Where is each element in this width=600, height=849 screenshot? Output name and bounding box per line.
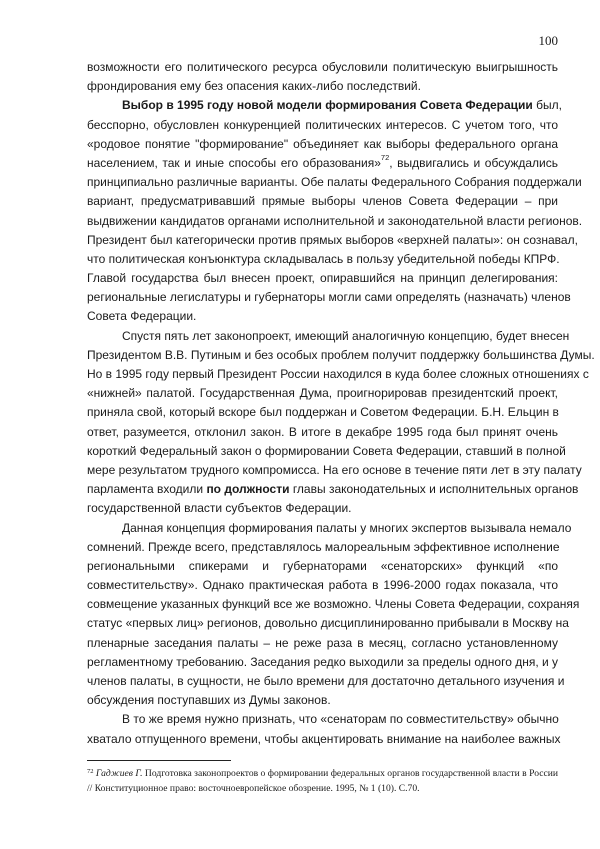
text-line: совместительству». Однако практическая работа в 1996-2000 годах показала, что [87,578,558,593]
footnote-ref: 72 [380,152,390,162]
text-line: возможности его политического ресурса обусловили политическую выигрышность [87,60,558,74]
text-line [87,154,558,173]
footnote-text: Подготовка законопроектов о формировании федеральных органов государственной власти в России // Конституционное право: восточноевропейское обозрение. 1995, № 1 (10). С.70. [87,768,559,794]
text-segment: парламента входили [87,482,207,497]
text-line: что политическая конъюнктура складывалась в пользу убедительной победы КПРФ. [87,251,560,266]
text-line: региональные легислатуры и губернаторы могли сами определять (назначать) членов [87,290,571,305]
text-line: Президент был категорически против прямых выборов «верхней палаты»: он сознавал, [87,232,578,247]
text-line: «родовое понятие "формирование" объединяет как выборы федерального органа [87,136,558,151]
paragraph [87,58,558,96]
paragraph [87,96,583,326]
paragraph [87,710,561,748]
text-line: обсуждения поступавших из Думы законов. [87,693,331,708]
bold-text: Выбор в 1995 году новой модели формирования Совета Федерации [122,98,533,113]
text-line: бесспорно, обусловлен конкуренцией политических интересов. С учетом того, что [87,117,558,132]
text-line: Данная концепция формирования палаты у многих экспертов вызывала немало [122,520,572,535]
text-line: членов палаты, в сущности, не было времени для достаточно детального изучения и [87,674,565,688]
text-line: Президентом В.В. Путиным и без особых проблем получит поддержку большинства Думы. [87,347,595,362]
text-line: мере результатом трудного компромисса. На его основе в течение пяти лет в эту палату [87,462,582,477]
text-line: совмещение указанных функций все же возможно. Члены Совета Федерации, сохраняя [87,597,580,612]
text-line: вариант, предусматривавший прямые выборы членов Совета Федерации – при [87,194,558,209]
text-line: выдвижении кандидатов органами исполнительной и законодательной власти регионов. [87,213,583,228]
text-line: регламентному требованию. Заседания редко выходили за пределы одного дня, и у [87,654,559,669]
text-line: фрондирования ему без опасения каких-либо последствий. [87,79,421,94]
text-line: Главой государства был внесен проект, опиравшийся на принцип делегирования: [87,271,558,286]
text-line: государственной власти субъектов Федерации. [87,501,352,516]
text-line: короткий Федеральный закон о формировании Совета Федерации, ставший в полной [87,443,566,458]
text-line: статус «первых лиц» регионов, довольно дисциплинированно прибывали в Москву на [87,616,569,631]
footnote-number: 72 [87,768,94,775]
document-body [87,58,595,749]
bold-text: по должности [206,482,290,497]
text-segment: населением, так и иные способы его образования» [87,155,381,170]
text-segment: главы законодательных и исполнительных органов [289,482,579,497]
text-line: хватало отпущенного времени, чтобы акцентировать внимание на наиболее важных [87,731,561,746]
footnote-separator [87,760,231,761]
footnote-author: Гаджиев Г. [95,768,143,779]
text-segment: , выдвигались и обсуждались [389,155,558,170]
paragraph [87,327,595,519]
text-line: Совета Федерации. [87,309,197,324]
text-line: принципиально различные варианты. Обе палаты Федерального Собрания поддержали [87,175,582,190]
text-line: «нижней» палатой. Государственная Дума, проигнорировав президентский проект, [87,386,558,401]
text-line: региональными спикерами и губернаторами «сенаторских» функций «по [87,558,558,573]
text-line: Спустя пять лет законопроект, имеющий аналогичную концепцию, будет внесен [122,328,570,343]
text-segment: был, [532,98,562,113]
text-line [87,96,562,115]
text-line: ответ, разумеется, отклонил закон. В итоге в декабре 1995 года был принят очень [87,424,558,439]
text-line [87,480,579,499]
text-line: Но в 1995 году первый Президент России находился в куда более сложных отношениях с [87,367,589,381]
text-line: пленарные заседания палаты – не реже раза в месяц, согласно установленному [87,635,558,650]
text-line: В то же время нужно признать, что «сенаторам по совместительству» обычно [122,712,559,727]
page-number: 100 [538,33,558,48]
text-line: сомнений. Прежде всего, представлялось малореальным эффективное исполнение [87,539,560,554]
footnote [87,767,558,796]
text-line: приняла свой, который вскоре был поддержан и Советом Федерации. Б.Н. Ельцин в [87,405,559,420]
paragraph [87,519,580,711]
